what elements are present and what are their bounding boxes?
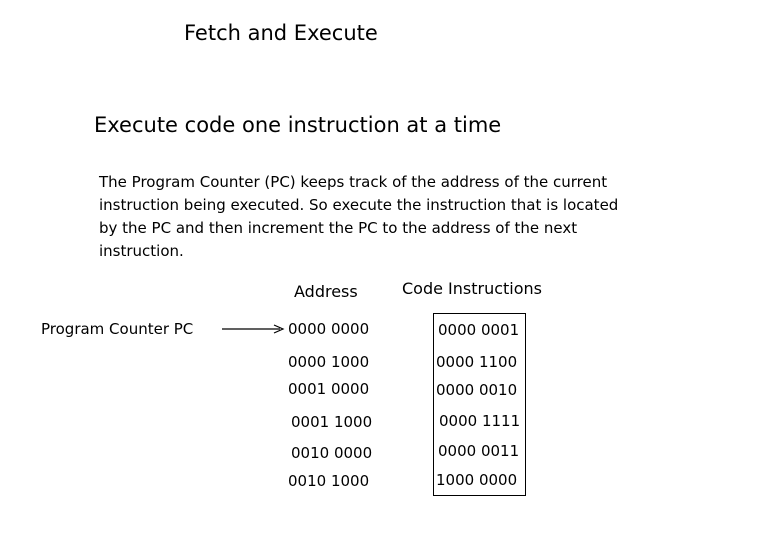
section-heading: Execute code one instruction at a time xyxy=(94,113,502,137)
code-column-header: Code Instructions xyxy=(402,279,543,298)
code-instructions-box xyxy=(433,313,526,496)
code-cell: 0000 1111 xyxy=(439,412,521,430)
address-cell: 0001 0000 xyxy=(288,380,370,398)
address-cell: 0010 0000 xyxy=(291,444,373,462)
code-cell: 0000 1100 xyxy=(436,353,518,371)
address-cell: 0010 1000 xyxy=(288,472,370,490)
page-title: Fetch and Execute xyxy=(184,21,378,45)
address-cell: 0001 1000 xyxy=(291,413,373,431)
arrow-right-icon xyxy=(222,321,286,337)
address-cell: 0000 0000 xyxy=(288,320,370,338)
code-cell: 1000 0000 xyxy=(436,471,518,489)
address-cell: 0000 1000 xyxy=(288,353,370,371)
paragraph-line: by the PC and then increment the PC to the address of the next xyxy=(99,219,578,237)
paragraph-line: instruction. xyxy=(99,242,184,260)
paragraph-line: The Program Counter (PC) keeps track of the address of the current xyxy=(99,173,608,191)
code-cell: 0000 0001 xyxy=(438,321,520,339)
code-cell: 0000 0011 xyxy=(438,442,520,460)
paragraph-line: instruction being executed. So execute the instruction that is located xyxy=(99,196,619,214)
explanation-paragraph xyxy=(99,171,659,263)
code-cell: 0000 0010 xyxy=(436,381,518,399)
address-column-header: Address xyxy=(294,282,358,301)
program-counter-label: Program Counter PC xyxy=(41,320,194,338)
